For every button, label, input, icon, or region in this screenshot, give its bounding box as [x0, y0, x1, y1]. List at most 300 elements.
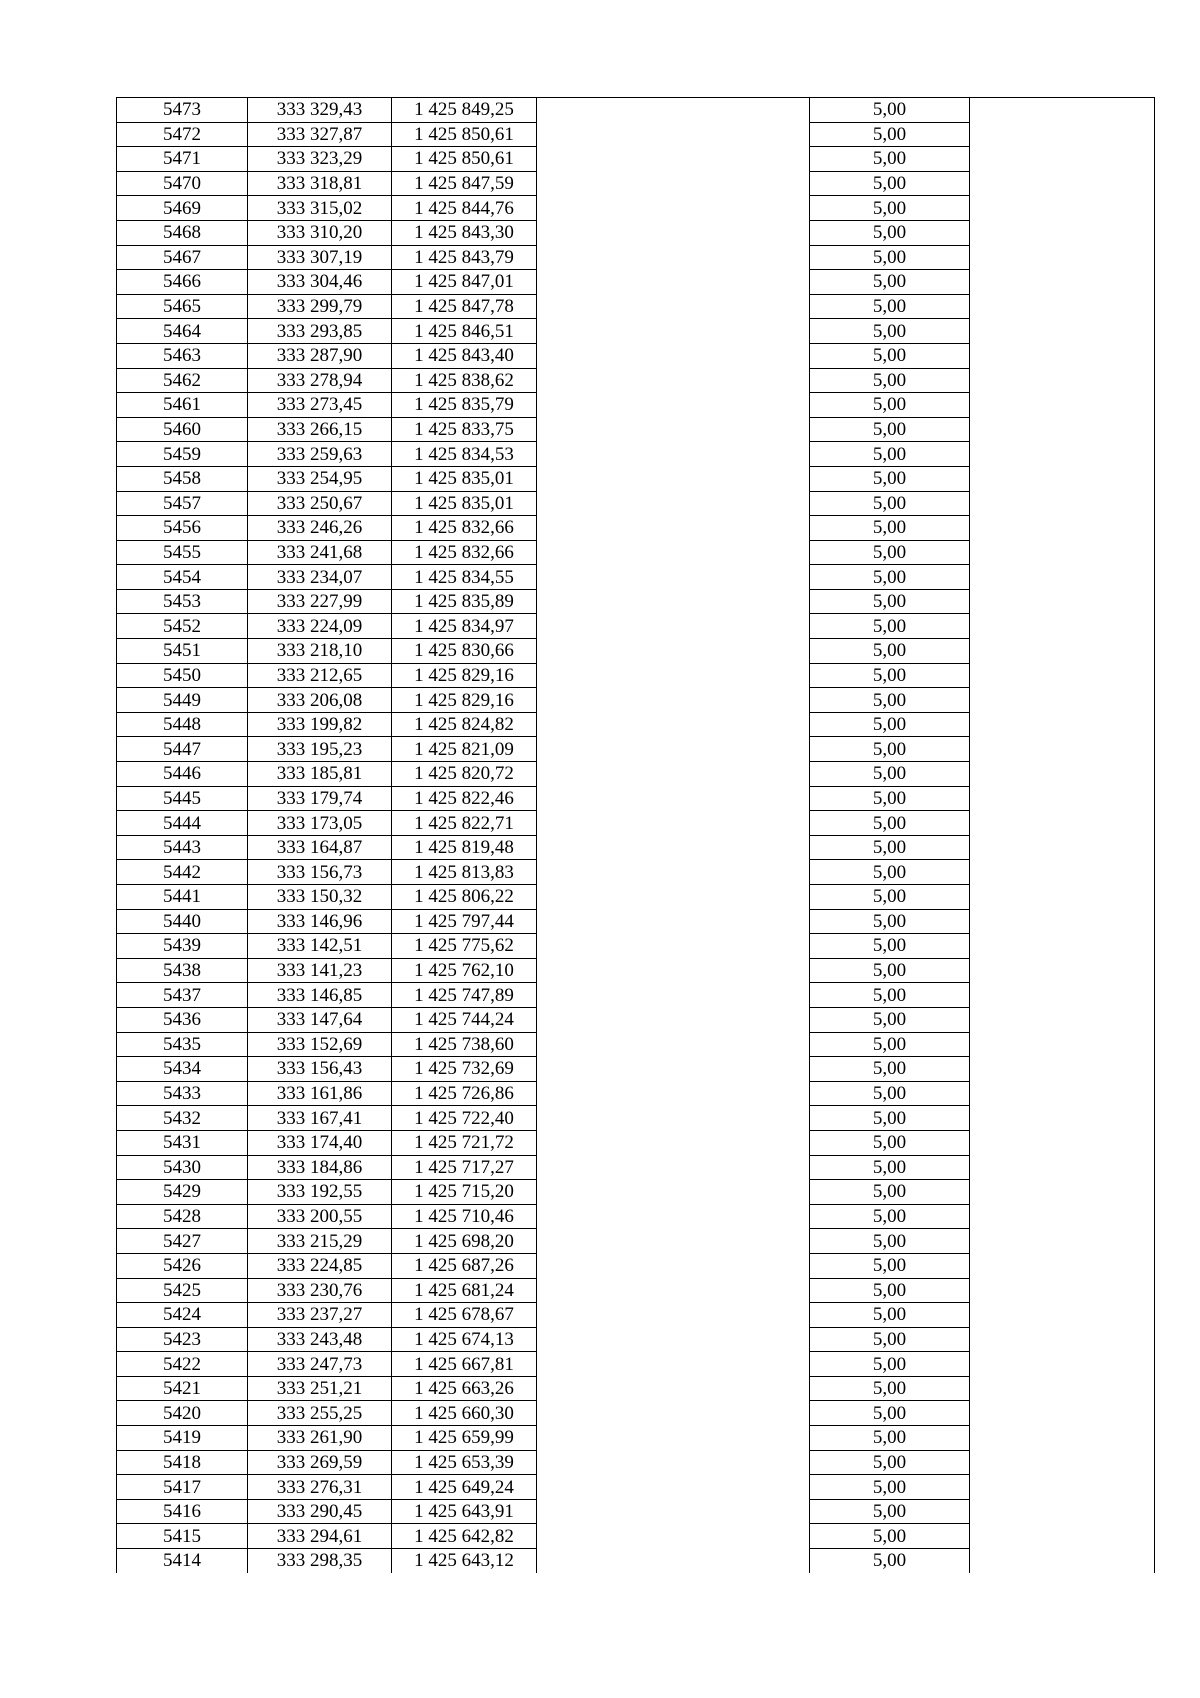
- y-coordinate-cell: 1 425 738,60: [392, 1032, 537, 1057]
- x-coordinate-cell: 333 218,10: [248, 639, 392, 664]
- empty-cell: [970, 909, 1155, 934]
- point-number-cell: 5452: [117, 614, 248, 639]
- x-coordinate-cell: 333 323,29: [248, 147, 392, 172]
- x-coordinate-cell: 333 327,87: [248, 122, 392, 147]
- empty-cell: [970, 860, 1155, 885]
- y-coordinate-cell: 1 425 821,09: [392, 737, 537, 762]
- value-cell: 5,00: [810, 516, 970, 541]
- y-coordinate-cell: 1 425 850,61: [392, 147, 537, 172]
- point-number-cell: 5469: [117, 196, 248, 221]
- point-number-cell: 5438: [117, 958, 248, 983]
- empty-cell: [970, 958, 1155, 983]
- y-coordinate-cell: 1 425 832,66: [392, 540, 537, 565]
- table-row: [117, 122, 1155, 147]
- empty-cell: [970, 1081, 1155, 1106]
- empty-cell: [537, 417, 810, 442]
- value-cell: 5,00: [810, 368, 970, 393]
- y-coordinate-cell: 1 425 762,10: [392, 958, 537, 983]
- value-cell: 5,00: [810, 639, 970, 664]
- empty-cell: [970, 1524, 1155, 1549]
- empty-cell: [537, 466, 810, 491]
- empty-cell: [970, 343, 1155, 368]
- point-number-cell: 5423: [117, 1327, 248, 1352]
- empty-cell: [970, 393, 1155, 418]
- empty-cell: [970, 1352, 1155, 1377]
- table-row: [117, 147, 1155, 172]
- value-cell: 5,00: [810, 1524, 970, 1549]
- empty-cell: [537, 1475, 810, 1500]
- table-row: [117, 343, 1155, 368]
- empty-cell: [537, 1524, 810, 1549]
- x-coordinate-cell: 333 255,25: [248, 1401, 392, 1426]
- empty-cell: [537, 1549, 810, 1573]
- table-row: [117, 786, 1155, 811]
- value-cell: 5,00: [810, 1007, 970, 1032]
- x-coordinate-cell: 333 152,69: [248, 1032, 392, 1057]
- empty-cell: [970, 1450, 1155, 1475]
- x-coordinate-cell: 333 276,31: [248, 1475, 392, 1500]
- x-coordinate-cell: 333 227,99: [248, 589, 392, 614]
- empty-cell: [537, 1401, 810, 1426]
- y-coordinate-cell: 1 425 715,20: [392, 1180, 537, 1205]
- point-number-cell: 5434: [117, 1057, 248, 1082]
- point-number-cell: 5446: [117, 762, 248, 787]
- empty-cell: [970, 1155, 1155, 1180]
- empty-cell: [970, 1426, 1155, 1451]
- y-coordinate-cell: 1 425 732,69: [392, 1057, 537, 1082]
- point-number-cell: 5466: [117, 270, 248, 295]
- empty-cell: [970, 98, 1155, 123]
- empty-cell: [970, 1032, 1155, 1057]
- empty-cell: [970, 688, 1155, 713]
- table-row: [117, 368, 1155, 393]
- x-coordinate-cell: 333 173,05: [248, 811, 392, 836]
- value-cell: 5,00: [810, 1081, 970, 1106]
- x-coordinate-cell: 333 318,81: [248, 171, 392, 196]
- y-coordinate-cell: 1 425 698,20: [392, 1229, 537, 1254]
- value-cell: 5,00: [810, 393, 970, 418]
- empty-cell: [537, 762, 810, 787]
- point-number-cell: 5453: [117, 589, 248, 614]
- table-row: [117, 1155, 1155, 1180]
- y-coordinate-cell: 1 425 844,76: [392, 196, 537, 221]
- y-coordinate-cell: 1 425 846,51: [392, 319, 537, 344]
- point-number-cell: 5447: [117, 737, 248, 762]
- value-cell: 5,00: [810, 1032, 970, 1057]
- x-coordinate-cell: 333 273,45: [248, 393, 392, 418]
- table-row: [117, 589, 1155, 614]
- point-number-cell: 5470: [117, 171, 248, 196]
- table-row: [117, 1475, 1155, 1500]
- x-coordinate-cell: 333 150,32: [248, 885, 392, 910]
- value-cell: 5,00: [810, 1450, 970, 1475]
- empty-cell: [970, 1057, 1155, 1082]
- table-row: [117, 245, 1155, 270]
- empty-cell: [537, 196, 810, 221]
- empty-cell: [970, 1007, 1155, 1032]
- value-cell: 5,00: [810, 762, 970, 787]
- empty-cell: [970, 639, 1155, 664]
- value-cell: 5,00: [810, 663, 970, 688]
- point-number-cell: 5461: [117, 393, 248, 418]
- empty-cell: [537, 393, 810, 418]
- empty-cell: [537, 540, 810, 565]
- y-coordinate-cell: 1 425 643,91: [392, 1499, 537, 1524]
- y-coordinate-cell: 1 425 829,16: [392, 688, 537, 713]
- x-coordinate-cell: 333 237,27: [248, 1303, 392, 1328]
- x-coordinate-cell: 333 251,21: [248, 1376, 392, 1401]
- y-coordinate-cell: 1 425 847,59: [392, 171, 537, 196]
- empty-cell: [537, 614, 810, 639]
- value-cell: 5,00: [810, 319, 970, 344]
- value-cell: 5,00: [810, 983, 970, 1008]
- value-cell: 5,00: [810, 171, 970, 196]
- empty-cell: [970, 122, 1155, 147]
- point-number-cell: 5436: [117, 1007, 248, 1032]
- point-number-cell: 5440: [117, 909, 248, 934]
- empty-cell: [970, 885, 1155, 910]
- empty-cell: [537, 1007, 810, 1032]
- point-number-cell: 5431: [117, 1130, 248, 1155]
- y-coordinate-cell: 1 425 834,53: [392, 442, 537, 467]
- empty-cell: [537, 1204, 810, 1229]
- point-number-cell: 5427: [117, 1229, 248, 1254]
- x-coordinate-cell: 333 266,15: [248, 417, 392, 442]
- table-row: [117, 196, 1155, 221]
- y-coordinate-cell: 1 425 833,75: [392, 417, 537, 442]
- empty-cell: [970, 319, 1155, 344]
- empty-cell: [970, 1303, 1155, 1328]
- y-coordinate-cell: 1 425 721,72: [392, 1130, 537, 1155]
- empty-cell: [537, 688, 810, 713]
- value-cell: 5,00: [810, 147, 970, 172]
- value-cell: 5,00: [810, 245, 970, 270]
- empty-cell: [537, 565, 810, 590]
- y-coordinate-cell: 1 425 653,39: [392, 1450, 537, 1475]
- point-number-cell: 5463: [117, 343, 248, 368]
- table-row: [117, 639, 1155, 664]
- empty-cell: [537, 491, 810, 516]
- table-row: [117, 1376, 1155, 1401]
- x-coordinate-cell: 333 167,41: [248, 1106, 392, 1131]
- value-cell: 5,00: [810, 1549, 970, 1573]
- empty-cell: [537, 1352, 810, 1377]
- y-coordinate-cell: 1 425 832,66: [392, 516, 537, 541]
- empty-cell: [537, 835, 810, 860]
- empty-cell: [970, 368, 1155, 393]
- table-row: [117, 1426, 1155, 1451]
- x-coordinate-cell: 333 206,08: [248, 688, 392, 713]
- x-coordinate-cell: 333 310,20: [248, 220, 392, 245]
- table-row: [117, 737, 1155, 762]
- empty-cell: [970, 663, 1155, 688]
- y-coordinate-cell: 1 425 838,62: [392, 368, 537, 393]
- point-number-cell: 5467: [117, 245, 248, 270]
- y-coordinate-cell: 1 425 847,01: [392, 270, 537, 295]
- table-row: [117, 565, 1155, 590]
- y-coordinate-cell: 1 425 660,30: [392, 1401, 537, 1426]
- y-coordinate-cell: 1 425 843,40: [392, 343, 537, 368]
- empty-cell: [537, 639, 810, 664]
- empty-cell: [970, 1204, 1155, 1229]
- empty-cell: [537, 343, 810, 368]
- x-coordinate-cell: 333 156,43: [248, 1057, 392, 1082]
- point-number-cell: 5415: [117, 1524, 248, 1549]
- value-cell: 5,00: [810, 860, 970, 885]
- x-coordinate-cell: 333 195,23: [248, 737, 392, 762]
- table-row: [117, 1007, 1155, 1032]
- value-cell: 5,00: [810, 1155, 970, 1180]
- x-coordinate-cell: 333 307,19: [248, 245, 392, 270]
- table-row: [117, 1032, 1155, 1057]
- x-coordinate-cell: 333 164,87: [248, 835, 392, 860]
- y-coordinate-cell: 1 425 722,40: [392, 1106, 537, 1131]
- table-row: [117, 1180, 1155, 1205]
- table-row: [117, 885, 1155, 910]
- table-row: [117, 540, 1155, 565]
- point-number-cell: 5442: [117, 860, 248, 885]
- table-row: [117, 466, 1155, 491]
- empty-cell: [537, 122, 810, 147]
- value-cell: 5,00: [810, 1401, 970, 1426]
- x-coordinate-cell: 333 179,74: [248, 786, 392, 811]
- value-cell: 5,00: [810, 270, 970, 295]
- empty-cell: [537, 811, 810, 836]
- x-coordinate-cell: 333 298,35: [248, 1549, 392, 1573]
- table-row: [117, 1549, 1155, 1573]
- x-coordinate-cell: 333 146,96: [248, 909, 392, 934]
- empty-cell: [970, 1401, 1155, 1426]
- point-number-cell: 5462: [117, 368, 248, 393]
- value-cell: 5,00: [810, 909, 970, 934]
- empty-cell: [970, 220, 1155, 245]
- y-coordinate-cell: 1 425 850,61: [392, 122, 537, 147]
- y-coordinate-cell: 1 425 649,24: [392, 1475, 537, 1500]
- coordinates-table: [116, 97, 1155, 1573]
- x-coordinate-cell: 333 246,26: [248, 516, 392, 541]
- value-cell: 5,00: [810, 122, 970, 147]
- table-row: [117, 393, 1155, 418]
- y-coordinate-cell: 1 425 830,66: [392, 639, 537, 664]
- x-coordinate-cell: 333 147,64: [248, 1007, 392, 1032]
- y-coordinate-cell: 1 425 678,67: [392, 1303, 537, 1328]
- empty-cell: [537, 1229, 810, 1254]
- table-row: [117, 1204, 1155, 1229]
- y-coordinate-cell: 1 425 674,13: [392, 1327, 537, 1352]
- point-number-cell: 5417: [117, 1475, 248, 1500]
- value-cell: 5,00: [810, 442, 970, 467]
- empty-cell: [537, 983, 810, 1008]
- empty-cell: [970, 614, 1155, 639]
- y-coordinate-cell: 1 425 834,97: [392, 614, 537, 639]
- empty-cell: [537, 147, 810, 172]
- value-cell: 5,00: [810, 98, 970, 123]
- x-coordinate-cell: 333 329,43: [248, 98, 392, 123]
- empty-cell: [970, 1253, 1155, 1278]
- empty-cell: [970, 589, 1155, 614]
- table-row: [117, 688, 1155, 713]
- y-coordinate-cell: 1 425 717,27: [392, 1155, 537, 1180]
- empty-cell: [537, 1278, 810, 1303]
- y-coordinate-cell: 1 425 744,24: [392, 1007, 537, 1032]
- empty-cell: [537, 294, 810, 319]
- table-row: [117, 860, 1155, 885]
- value-cell: 5,00: [810, 1499, 970, 1524]
- empty-cell: [537, 786, 810, 811]
- empty-cell: [537, 1081, 810, 1106]
- point-number-cell: 5460: [117, 417, 248, 442]
- value-cell: 5,00: [810, 1426, 970, 1451]
- table-row: [117, 1229, 1155, 1254]
- empty-cell: [970, 540, 1155, 565]
- x-coordinate-cell: 333 293,85: [248, 319, 392, 344]
- empty-cell: [970, 762, 1155, 787]
- x-coordinate-cell: 333 161,86: [248, 1081, 392, 1106]
- empty-cell: [537, 934, 810, 959]
- coordinates-table-body: [117, 98, 1155, 1573]
- y-coordinate-cell: 1 425 843,30: [392, 220, 537, 245]
- y-coordinate-cell: 1 425 849,25: [392, 98, 537, 123]
- point-number-cell: 5443: [117, 835, 248, 860]
- table-row: [117, 663, 1155, 688]
- point-number-cell: 5472: [117, 122, 248, 147]
- x-coordinate-cell: 333 254,95: [248, 466, 392, 491]
- empty-cell: [970, 811, 1155, 836]
- empty-cell: [970, 171, 1155, 196]
- y-coordinate-cell: 1 425 775,62: [392, 934, 537, 959]
- x-coordinate-cell: 333 315,02: [248, 196, 392, 221]
- value-cell: 5,00: [810, 466, 970, 491]
- point-number-cell: 5441: [117, 885, 248, 910]
- x-coordinate-cell: 333 184,86: [248, 1155, 392, 1180]
- y-coordinate-cell: 1 425 710,46: [392, 1204, 537, 1229]
- empty-cell: [970, 1229, 1155, 1254]
- y-coordinate-cell: 1 425 663,26: [392, 1376, 537, 1401]
- point-number-cell: 5471: [117, 147, 248, 172]
- empty-cell: [537, 909, 810, 934]
- value-cell: 5,00: [810, 1057, 970, 1082]
- value-cell: 5,00: [810, 589, 970, 614]
- empty-cell: [537, 171, 810, 196]
- x-coordinate-cell: 333 241,68: [248, 540, 392, 565]
- point-number-cell: 5425: [117, 1278, 248, 1303]
- point-number-cell: 5444: [117, 811, 248, 836]
- table-row: [117, 983, 1155, 1008]
- point-number-cell: 5416: [117, 1499, 248, 1524]
- table-row: [117, 98, 1155, 123]
- y-coordinate-cell: 1 425 835,89: [392, 589, 537, 614]
- point-number-cell: 5465: [117, 294, 248, 319]
- table-row: [117, 958, 1155, 983]
- empty-cell: [970, 417, 1155, 442]
- point-number-cell: 5414: [117, 1549, 248, 1573]
- x-coordinate-cell: 333 156,73: [248, 860, 392, 885]
- point-number-cell: 5437: [117, 983, 248, 1008]
- x-coordinate-cell: 333 174,40: [248, 1130, 392, 1155]
- point-number-cell: 5418: [117, 1450, 248, 1475]
- point-number-cell: 5421: [117, 1376, 248, 1401]
- y-coordinate-cell: 1 425 822,46: [392, 786, 537, 811]
- x-coordinate-cell: 333 290,45: [248, 1499, 392, 1524]
- value-cell: 5,00: [810, 1229, 970, 1254]
- empty-cell: [970, 1278, 1155, 1303]
- table-row: [117, 1106, 1155, 1131]
- empty-cell: [537, 319, 810, 344]
- empty-cell: [970, 1549, 1155, 1573]
- empty-cell: [537, 516, 810, 541]
- point-number-cell: 5464: [117, 319, 248, 344]
- point-number-cell: 5428: [117, 1204, 248, 1229]
- point-number-cell: 5456: [117, 516, 248, 541]
- x-coordinate-cell: 333 250,67: [248, 491, 392, 516]
- empty-cell: [537, 1155, 810, 1180]
- y-coordinate-cell: 1 425 797,44: [392, 909, 537, 934]
- empty-cell: [970, 442, 1155, 467]
- empty-cell: [537, 1376, 810, 1401]
- empty-cell: [537, 860, 810, 885]
- point-number-cell: 5451: [117, 639, 248, 664]
- empty-cell: [970, 1327, 1155, 1352]
- value-cell: 5,00: [810, 737, 970, 762]
- empty-cell: [970, 1180, 1155, 1205]
- value-cell: 5,00: [810, 196, 970, 221]
- x-coordinate-cell: 333 259,63: [248, 442, 392, 467]
- x-coordinate-cell: 333 224,85: [248, 1253, 392, 1278]
- point-number-cell: 5432: [117, 1106, 248, 1131]
- y-coordinate-cell: 1 425 822,71: [392, 811, 537, 836]
- y-coordinate-cell: 1 425 843,79: [392, 245, 537, 270]
- empty-cell: [537, 737, 810, 762]
- empty-cell: [537, 270, 810, 295]
- table-row: [117, 1450, 1155, 1475]
- point-number-cell: 5473: [117, 98, 248, 123]
- table-row: [117, 442, 1155, 467]
- point-number-cell: 5419: [117, 1426, 248, 1451]
- empty-cell: [537, 1253, 810, 1278]
- empty-cell: [537, 442, 810, 467]
- value-cell: 5,00: [810, 1303, 970, 1328]
- point-number-cell: 5450: [117, 663, 248, 688]
- empty-cell: [970, 516, 1155, 541]
- y-coordinate-cell: 1 425 667,81: [392, 1352, 537, 1377]
- point-number-cell: 5445: [117, 786, 248, 811]
- empty-cell: [970, 1376, 1155, 1401]
- empty-cell: [537, 1130, 810, 1155]
- x-coordinate-cell: 333 192,55: [248, 1180, 392, 1205]
- empty-cell: [970, 983, 1155, 1008]
- empty-cell: [537, 245, 810, 270]
- table-row: [117, 712, 1155, 737]
- empty-cell: [537, 1180, 810, 1205]
- empty-cell: [537, 1032, 810, 1057]
- table-row: [117, 516, 1155, 541]
- table-row: [117, 220, 1155, 245]
- x-coordinate-cell: 333 269,59: [248, 1450, 392, 1475]
- value-cell: 5,00: [810, 958, 970, 983]
- value-cell: 5,00: [810, 417, 970, 442]
- empty-cell: [970, 786, 1155, 811]
- y-coordinate-cell: 1 425 829,16: [392, 663, 537, 688]
- point-number-cell: 5448: [117, 712, 248, 737]
- y-coordinate-cell: 1 425 819,48: [392, 835, 537, 860]
- empty-cell: [970, 147, 1155, 172]
- x-coordinate-cell: 333 212,65: [248, 663, 392, 688]
- table-row: [117, 294, 1155, 319]
- value-cell: 5,00: [810, 540, 970, 565]
- empty-cell: [970, 565, 1155, 590]
- x-coordinate-cell: 333 247,73: [248, 1352, 392, 1377]
- y-coordinate-cell: 1 425 835,79: [392, 393, 537, 418]
